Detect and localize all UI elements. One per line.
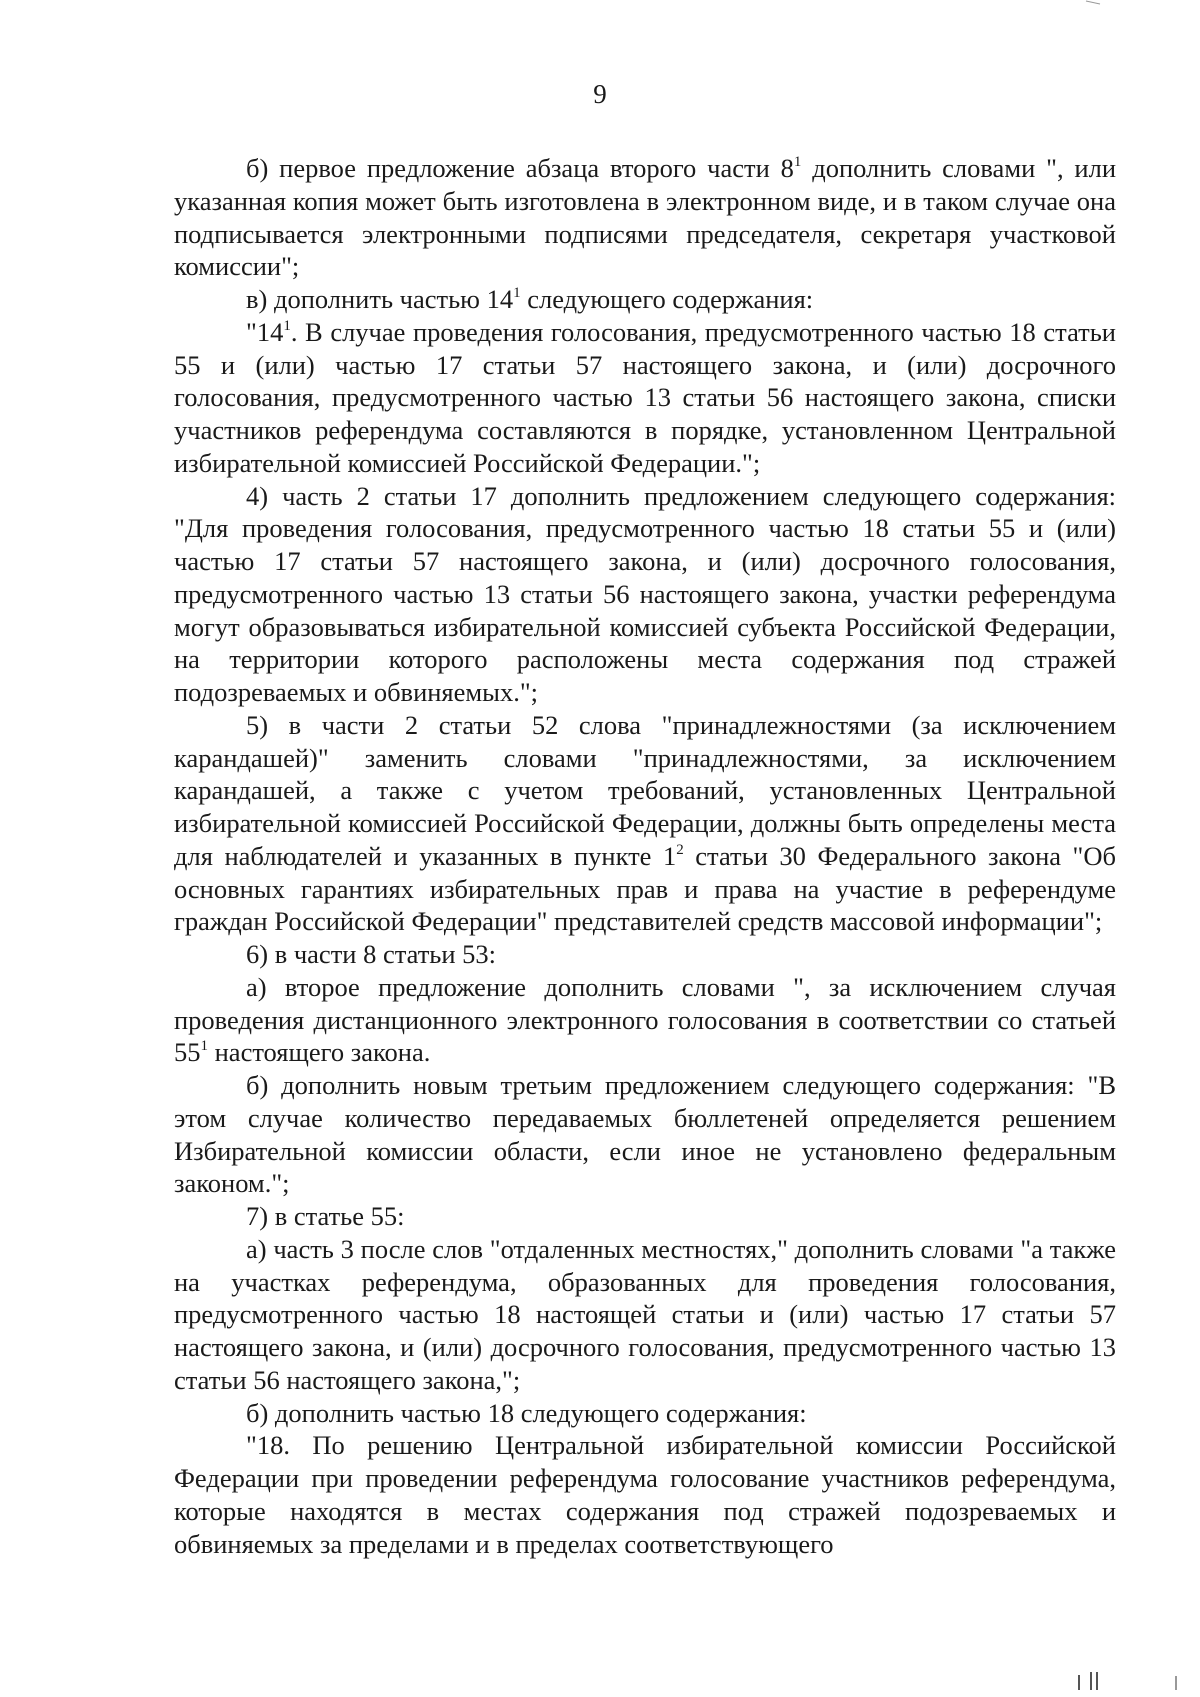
- paragraph-item-5: 5) в части 2 статьи 52 слова "принадлежностями (за исключением карандашей)" заменить словами "принадлежностями, за исключением карандашей, а также с учетом требований, установленных Центральной избирательной комиссией Российской Федерации, должны быть определены места для наблюдателей и указанных в пункте $1^2$ статьи 30 Федерального закона "Об основных гарантиях избирательных прав и права на участие в референдуме граждан Российской Федерации" представителей средств массовой информации";: [174, 709, 1116, 937]
- document-body: [174, 152, 1116, 1560]
- page-number: 9: [593, 79, 607, 109]
- paragraph-item-7-b: б) дополнить частью 18 следующего содержания:: [246, 1397, 807, 1428]
- paragraph-b-first-sentence: б) первое предложение абзаца второго части $8^1$ дополнить словами ", или указанная копия может быть изготовлена в электронном виде, и в таком случае она подписывается электронными подписями председателя, секретаря участковой комиссии";: [174, 153, 1117, 282]
- paragraph-item-6-a: а) второе предложение дополнить словами ", за исключением случая проведения дистанционного электронного голосования в соответствии со статьей $55^1$ настоящего закона.: [174, 971, 1116, 1068]
- paragraph-item-6: 6) в части 8 статьи 53:: [246, 939, 497, 969]
- paragraph-item-6-b: б) дополнить новым третьим предложением следующего содержания: "В этом случае количество передаваемых бюллетеней определяется решением Избирательной комиссии области, если иное не установлено федеральным законом.";: [174, 1070, 1116, 1199]
- paragraph-v-add-part: в) дополнить частью $14^1$ следующего содержания:: [246, 284, 814, 314]
- paragraph-part-18: "18. По решению Центральной избирательной комиссии Российской Федерации при проведении референдума голосование участников референдума, которые находятся в местах содержания под стражей подозреваемых и обвиняемых за пределами и в пределах соответствующего: [174, 1430, 1116, 1559]
- paragraph-part-14-1: "$14^1$. В случае проведения голосования, предусмотренного частью 18 статьи 55 и (или) частью 17 статьи 57 настоящего закона, и (или) досрочного голосования, предусмотренного частью 13 статьи 56 настоящего закона, списки участников референдума составляются в порядке, установленном Центральной избирательной комиссией Российской Федерации.";: [174, 316, 1116, 478]
- scan-mark: [1086, 1, 1100, 4]
- paragraph-item-7-a: а) часть 3 после слов "отдаленных местностях," дополнить словами "а также на участках референдума, образованных для проведения голосования, предусмотренного частью 18 настоящей статьи и (или) частью 17 статьи 57 настоящего закона, и (или) досрочного голосования, предусмотренного частью 13 статьи 56 настоящего закона,";: [174, 1233, 1116, 1395]
- paragraph-item-4: 4) часть 2 статьи 17 дополнить предложением следующего содержания: "Для проведения голосования, предусмотренного частью 18 статьи 55 и (или) частью 17 статьи 57 настоящего закона, и (или) досрочного голосования, предусмотренного частью 13 статьи 56 настоящего закона, участки референдума могут образовываться избирательной комиссией субъекта Российской Федерации, на территории которого расположены места содержания под стражей подозреваемых и обвиняемых.";: [174, 480, 1116, 707]
- paragraph-item-7: 7) в статье 55:: [246, 1201, 405, 1231]
